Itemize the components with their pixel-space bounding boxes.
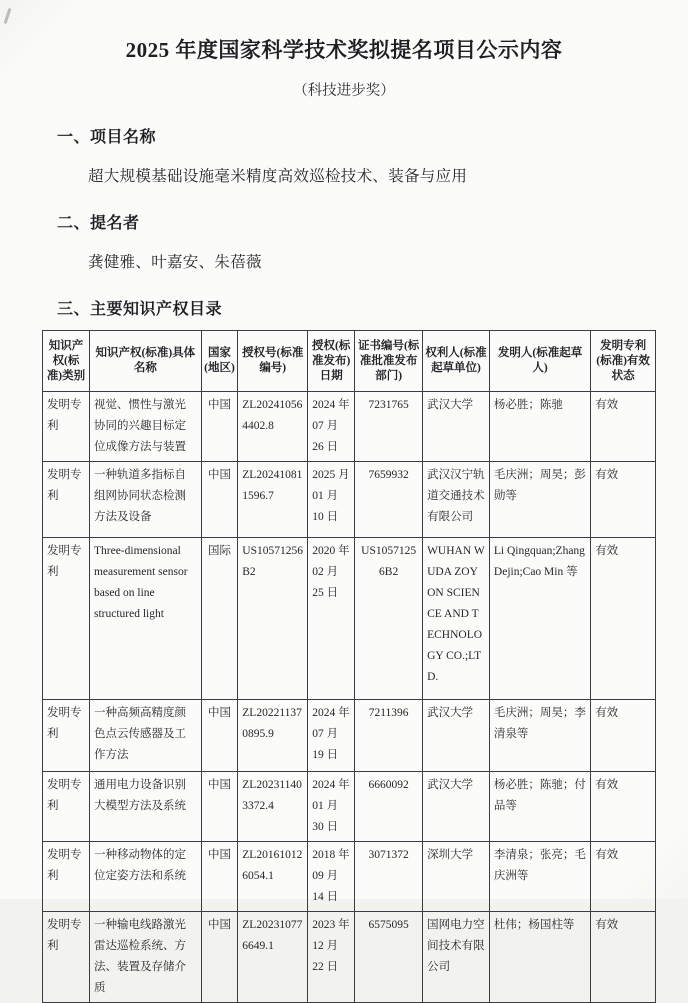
ip-row [43,912,656,1003]
nominators-text: 龚健雅、叶嘉安、朱蓓薇 [88,254,262,271]
cell-auth-date: 2025 月 01 月 10 日 [308,462,355,538]
cell-ip-name: 视觉、惯性与激光协同的兴趣目标定位成像方法与装置 [89,392,201,462]
cell-auth-date: 2024 年 07 月 19 日 [308,700,355,772]
cell-rights-holder: 深圳大学 [423,842,490,912]
cell-status: 有效 [591,912,656,1003]
cell-country: 中国 [201,462,238,538]
header-cert-number: 证书编号(标准批准发布部门) [355,331,423,392]
cell-rights-holder: 武汉大学 [423,772,490,842]
cell-rights-holder: 武汉汉宁轨道交通技术有限公司 [423,462,490,538]
cell-rights-holder: 国网电力空间技术有限公司 [423,912,490,1003]
cell-status: 有效 [591,392,656,462]
header-ip-name: 知识产权(标准)具体名称 [89,331,201,392]
cell-auth-number: ZL202410564402.8 [238,392,308,462]
cell-cert-number: 6660092 [355,772,423,842]
cell-cert-number: 7659932 [355,462,423,538]
cell-inventors: 杨必胜；陈驰 [489,392,590,462]
cell-inventors: Li Qingquan;Zhang Dejin;Cao Min 等 [489,538,590,700]
document-title: 2025 年度国家科学技术奖拟提名项目公示内容 [125,38,563,62]
cell-ip-category: 发明专利 [43,842,90,912]
cell-auth-date: 2018 年 09 月 14 日 [308,842,355,912]
ip-row [43,772,656,842]
cell-ip-category: 发明专利 [43,700,90,772]
cell-inventors: 杨必胜；陈驰；付品等 [489,772,590,842]
section-heading-nominators: 二、提名者 [57,215,140,232]
cell-country: 国际 [201,538,238,700]
cell-rights-holder: WUHAN WUDA ZOYON SCIENCE AND TECHNOLOGY CO.;LTD. [423,538,490,700]
header-inventors: 发明人(标准起草人) [489,331,590,392]
cell-auth-number: ZL201610126054.1 [238,842,308,912]
ip-row [43,462,656,538]
cell-country: 中国 [201,392,238,462]
cell-ip-name: 一种输电线路激光雷达巡检系统、方法、装置及存储介质 [89,912,201,1003]
cell-ip-category: 发明专利 [43,392,90,462]
ip-row [43,700,656,772]
cell-country: 中国 [201,842,238,912]
cell-auth-number: US10571256B2 [238,538,308,700]
cell-ip-category: 发明专利 [43,538,90,700]
project-name-text: 超大规模基础设施毫米精度高效巡检技术、装备与应用 [88,168,468,185]
cell-inventors: 李清泉；张亮；毛庆洲等 [489,842,590,912]
cell-ip-category: 发明专利 [43,462,90,538]
cell-country: 中国 [201,700,238,772]
cell-status: 有效 [591,538,656,700]
header-status: 发明专利(标准)有效状态 [591,331,656,392]
cell-status: 有效 [591,700,656,772]
header-rights-holder: 权利人(标准起草单位) [423,331,490,392]
cell-cert-number: 3071372 [355,842,423,912]
cell-auth-number: ZL202410811596.7 [238,462,308,538]
cell-ip-category: 发明专利 [43,772,90,842]
cell-rights-holder: 武汉大学 [423,700,490,772]
cell-ip-name: 通用电力设备识别大模型方法及系统 [89,772,201,842]
cell-country: 中国 [201,772,238,842]
cell-auth-date: 2024 年 01 月 30 日 [308,772,355,842]
cell-ip-name: Three-dimensional measurement sensor based on line structured light [89,538,201,700]
cell-auth-number: ZL202311403372.4 [238,772,308,842]
cell-inventors: 毛庆洲；周昊；彭勋等 [489,462,590,538]
cell-status: 有效 [591,842,656,912]
cell-auth-date: 2020 年 02 月 25 日 [308,538,355,700]
cell-auth-number: ZL202310776649.1 [238,912,308,1003]
cell-cert-number: 7211396 [355,700,423,772]
cell-inventors: 毛庆洲；周昊；李清泉等 [489,700,590,772]
cell-status: 有效 [591,462,656,538]
cell-auth-date: 2024 年 07 月 26 日 [308,392,355,462]
cell-country: 中国 [201,912,238,1003]
cell-ip-name: 一种高频高精度颜色点云传感器及工作方法 [89,700,201,772]
section-heading-project-name: 一、项目名称 [57,129,157,146]
section-heading-ip-catalog: 三、主要知识产权目录 [57,301,223,318]
cell-ip-category: 发明专利 [43,912,90,1003]
document-subtitle: （科技进步奖） [293,83,395,99]
ip-row [43,538,656,700]
ip-row [43,842,656,912]
cell-cert-number: 7231765 [355,392,423,462]
header-country: 国家(地区) [201,331,238,392]
cell-cert-number: US10571256B2 [355,538,423,700]
cell-ip-name: 一种移动物体的定位定姿方法和系统 [89,842,201,912]
cell-auth-date: 2023 年 12 月 22 日 [308,912,355,1003]
ip-row [43,392,656,462]
cell-auth-number: ZL202211370895.9 [238,700,308,772]
header-auth-date: 授权(标准发布)日期 [308,331,355,392]
cell-cert-number: 6575095 [355,912,423,1003]
ip-rights-table [42,330,656,1003]
cell-inventors: 杜伟；杨国柱等 [489,912,590,1003]
cell-ip-name: 一种轨道多指标自组网协同状态检测方法及设备 [89,462,201,538]
cell-rights-holder: 武汉大学 [423,392,490,462]
table-header-row [43,331,656,392]
header-auth-number: 授权号(标准编号) [238,331,308,392]
header-ip-category: 知识产权(标准)类别 [43,331,90,392]
cell-status: 有效 [591,772,656,842]
